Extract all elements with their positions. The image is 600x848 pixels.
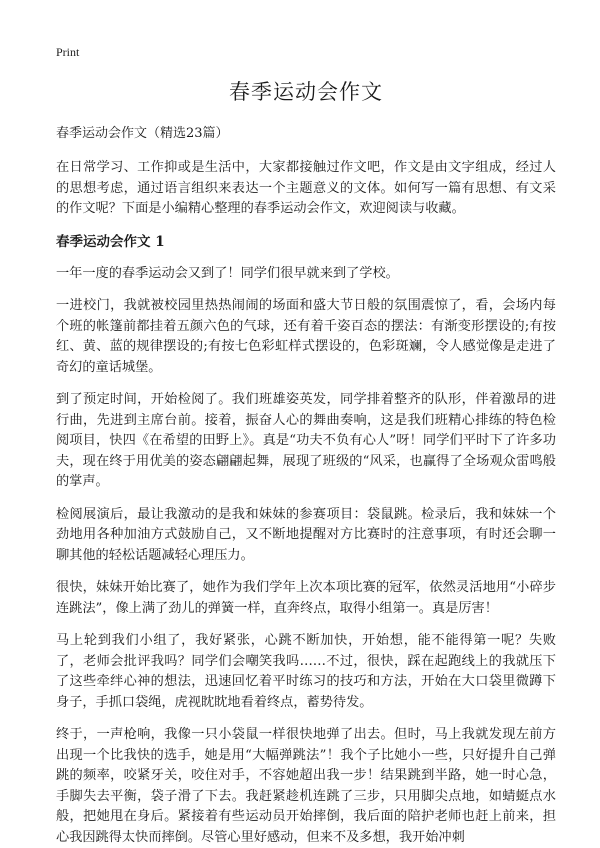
body-paragraph: 一进校门，我就被校园里热热闹闹的场面和盛大节日般的氛围震惊了，看，会场内每个班的帐篷前都挂着五颜六色的气球，还有着千姿百态的摆法：有渐变形摆设的;有按红、黄、蓝的规律摆设的;有按七色彩虹样式摆设的，色彩斑斓，令人感觉像是走进了奇幻的童话城堡。 bbox=[56, 298, 556, 375]
body-paragraph: 终于，一声枪响，我像一只小袋鼠一样很快地弹了出去。但时，马上我就发现左前方出现一个比我快的选手，她是用“大幅弹跳法”！我个子比她小一些，只好提升自己弹跳的频率，咬紧牙关，咬住对手，不容她超出我一步！结果跳到半路，她一时心急，手脚失去平衡，袋子滑了下去。我赶紧趁机连跳了三步，只用脚尖点地，如蜻蜓点水般，把她甩在身后。紧接着有些运动员开始摔倒，我后面的陪护老师也赶上前来，担心我因跳得太快而摔倒。尽管心里好感动，但来不及多想，我开始冲刺 bbox=[56, 727, 556, 845]
body-paragraph: 马上轮到我们小组了，我好紧张，心跳不断加快，开始想，能不能得第一呢？失败了，老师会批评我吗？同学们会嘲笑我吗……不过，很快，踩在起跑线上的我就压下了这些牵绊心神的想法，迅速回忆着平时练习的技巧和方法，开始在大口袋里微蹲下身子，手抓口袋绳，虎视眈眈地看着终点，蓄势待发。 bbox=[56, 633, 556, 710]
intro-paragraph: 在日常学习、工作抑或是生活中，大家都接触过作文吧，作文是由文字组成，经过人的思想考虑，通过语言组织来表达一个主题意义的文体。如何写一篇有思想、有文采的作文呢？下面是小编精心整理的春季运动会作文，欢迎阅读与收藏。 bbox=[56, 160, 556, 216]
body-paragraph: 很快，妹妹开始比赛了，她作为我们学年上次本项比赛的冠军，依然灵活地用“小碎步连跳法”，像上满了劲儿的弹簧一样，直奔终点，取得小组第一。真是厉害！ bbox=[56, 580, 556, 616]
print-label[interactable]: Print bbox=[56, 45, 80, 59]
section-heading: 春季运动会作文 1 bbox=[56, 233, 165, 250]
page-title: 春季运动会作文 bbox=[229, 80, 383, 104]
body-paragraph: 一年一度的春季运动会又到了！同学们很早就来到了学校。 bbox=[56, 265, 399, 281]
body-paragraph: 检阅展演后，最让我激动的是我和妹妹的参赛项目：袋鼠跳。检录后，我和妹妹一个劲地用各种加油方式鼓励自己，又不断地提醒对方比赛时的注意事项，有时还会聊一聊其他的轻松话题减轻心理压力。 bbox=[56, 506, 556, 563]
body-paragraph: 到了预定时间，开始检阅了。我们班雄姿英发，同学排着整齐的队形，伴着激昂的进行曲，先进到主席台前。接着，振奋人心的舞曲奏响，这是我们班精心排练的特色检阅项目，快四《在希望的田野上》。真是“功夫不负有心人”呀！同学们平时下了许多功夫，现在终于用优美的姿态翩翩起舞，展现了班级的“风采，也赢得了全场观众雷鸣般的掌声。 bbox=[56, 392, 556, 489]
subtitle: 春季运动会作文（精选23篇） bbox=[56, 126, 229, 141]
